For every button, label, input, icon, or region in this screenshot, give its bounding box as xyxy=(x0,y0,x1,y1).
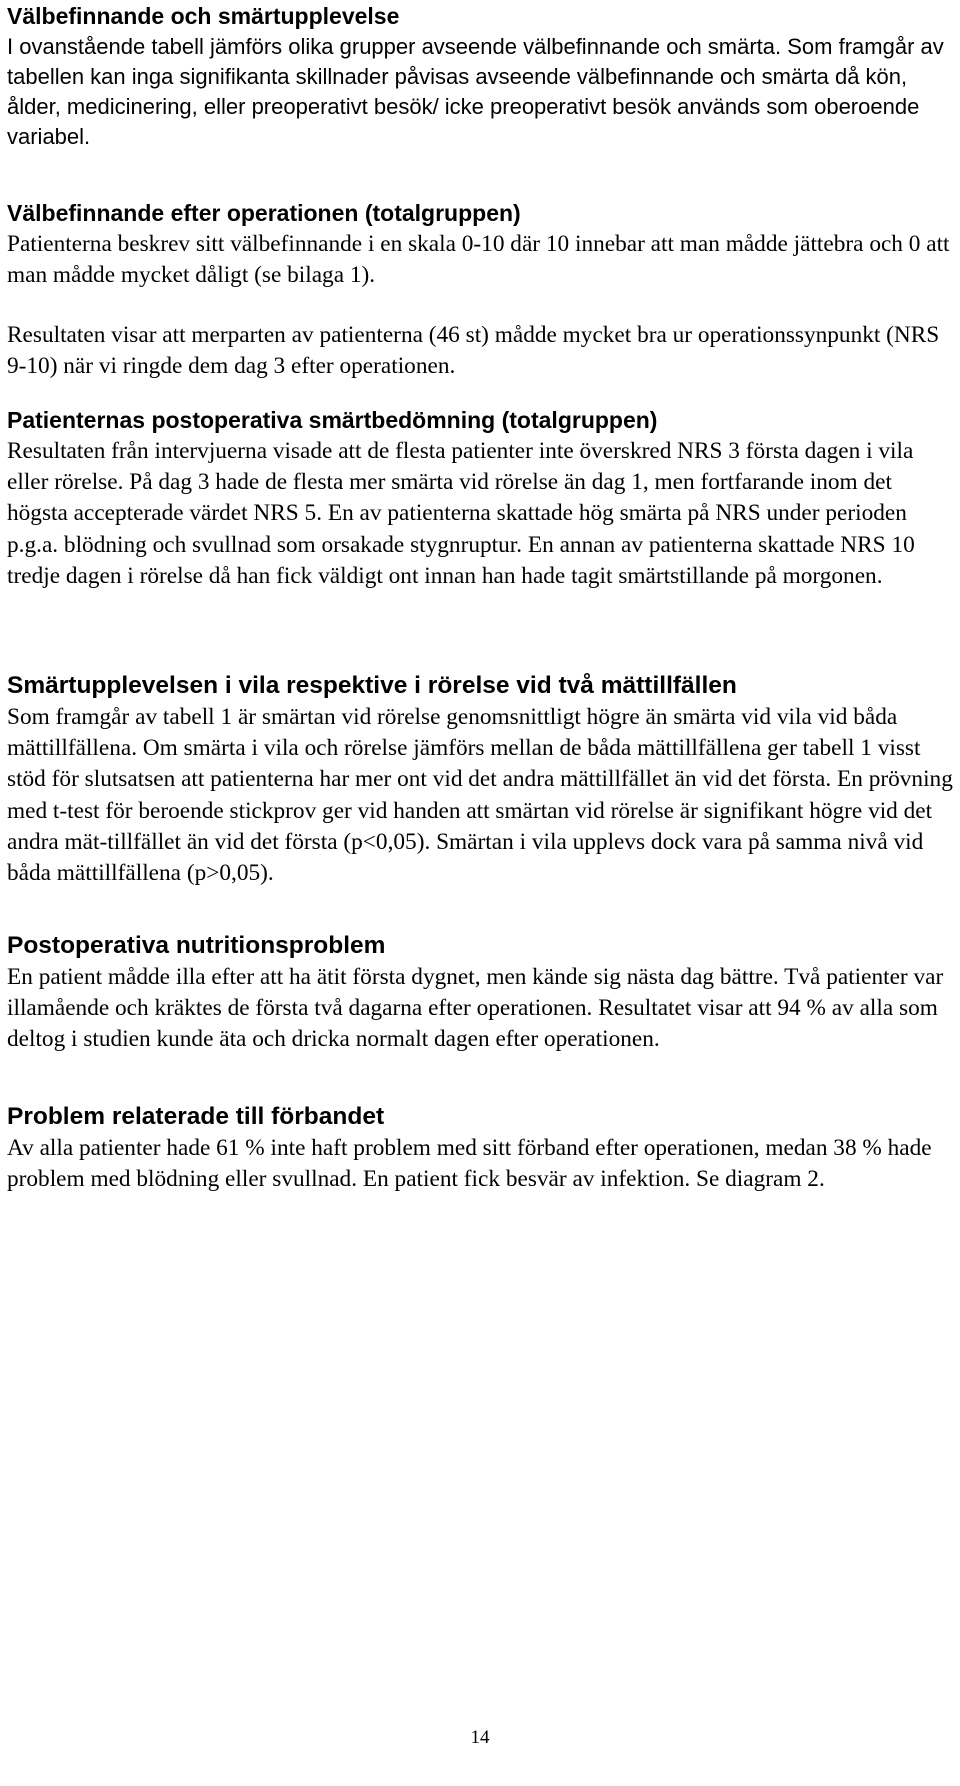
section-paragraph: I ovanstående tabell jämförs olika grupper avseende välbefinnande och smärta. Som framgår av tabellen kan inga signifikanta skillnader påvisas avseende välbefinnande och smärta då kön, ålder, medicinering, eller preoperativt besök/ icke preoperativt besök används som oberoende variabel. xyxy=(7,34,944,149)
section-valbefinnande-efter-operationen xyxy=(7,197,953,291)
page-number: 14 xyxy=(470,1727,490,1748)
section-paragraph: En patient mådde illa efter att ha ätit första dygnet, men kände sig nästa dag bättre. Två patienter var illamående och kräktes de första två dagarna efter operationen. Resultatet visar att 94 % av alla som deltog i studien kunde äta och dricka normalt dagen efter operationen. xyxy=(7,964,944,1053)
section-smartupplevelsen-vila-rorelse xyxy=(7,669,953,889)
section-paragraph: Patienterna beskrev sitt välbefinnande i en skala 0-10 där 10 innebar att man mådde jättebra och 0 att man mådde mycket dåligt (se bilaga 1). xyxy=(7,231,950,289)
section-paragraph: Av alla patienter hade 61 % inte haft problem med sitt förband efter operationen, medan 38 % hade problem med blödning eller svullnad. En patient fick besvär av infektion. Se diagram 2. xyxy=(7,1135,932,1193)
section-nutritionsproblem xyxy=(7,929,953,1056)
section-heading: Välbefinnande och smärtupplevelse xyxy=(7,3,400,29)
section-heading: Patienternas postoperativa smärtbedömning (totalgruppen) xyxy=(7,407,658,433)
section-paragraph: Resultaten från intervjuerna visade att de flesta patienter inte överskred NRS 3 första dagen i vila eller rörelse. På dag 3 hade de flesta mer smärta vid rörelse än dag 1, men fortfarande inom det högsta accepterade värdet NRS 5. En av patienterna skattade hög smärta på NRS under perioden p.g.a. blödning och svullnad som orsakade stygnruptur. En annan av patienterna skattade NRS 10 tredje dagen i rörelse då han fick väldigt ont innan han hade tagit smärtstillande på morgonen. xyxy=(7,438,915,589)
section-heading: Välbefinnande efter operationen (totalgruppen) xyxy=(7,200,521,226)
section-heading: Smärtupplevelsen i vila respektive i rörelse vid två mättillfällen xyxy=(7,672,737,699)
section-postoperativa-smartbedomning xyxy=(7,404,953,592)
section-paragraph: Som framgår av tabell 1 är smärtan vid rörelse genomsnittligt högre än smärta vid vila vid båda mättillfällena. Om smärta i vila och rörelse jämförs mellan de båda mättillfällena ger tabell 1 visst stöd för slutsatsen att patienterna har mer ont vid det andra mättillfället än vid det första. En prövning med t-test för beroende stickprov ger vid handen att smärtan vid rörelse är signifikant högre vid det andra mät-tillfället än vid det första (p<0,05). Smärtan i vila upplevs dock vara på samma nivå vid båda mättillfällena (p>0,05). xyxy=(7,704,953,887)
section-paragraph: Resultaten visar att merparten av patienterna (46 st) mådde mycket bra ur operationssynpunkt (NRS 9-10) när vi ringde dem dag 3 efter operationen. xyxy=(7,322,940,380)
section-heading: Postoperativa nutritionsproblem xyxy=(7,932,386,959)
section-heading: Problem relaterade till förbandet xyxy=(7,1103,385,1130)
section-forbandet xyxy=(7,1100,953,1195)
section-valbefinnande-smartupplevelse xyxy=(7,0,953,152)
section-valbefinnande-resultat xyxy=(7,320,953,382)
